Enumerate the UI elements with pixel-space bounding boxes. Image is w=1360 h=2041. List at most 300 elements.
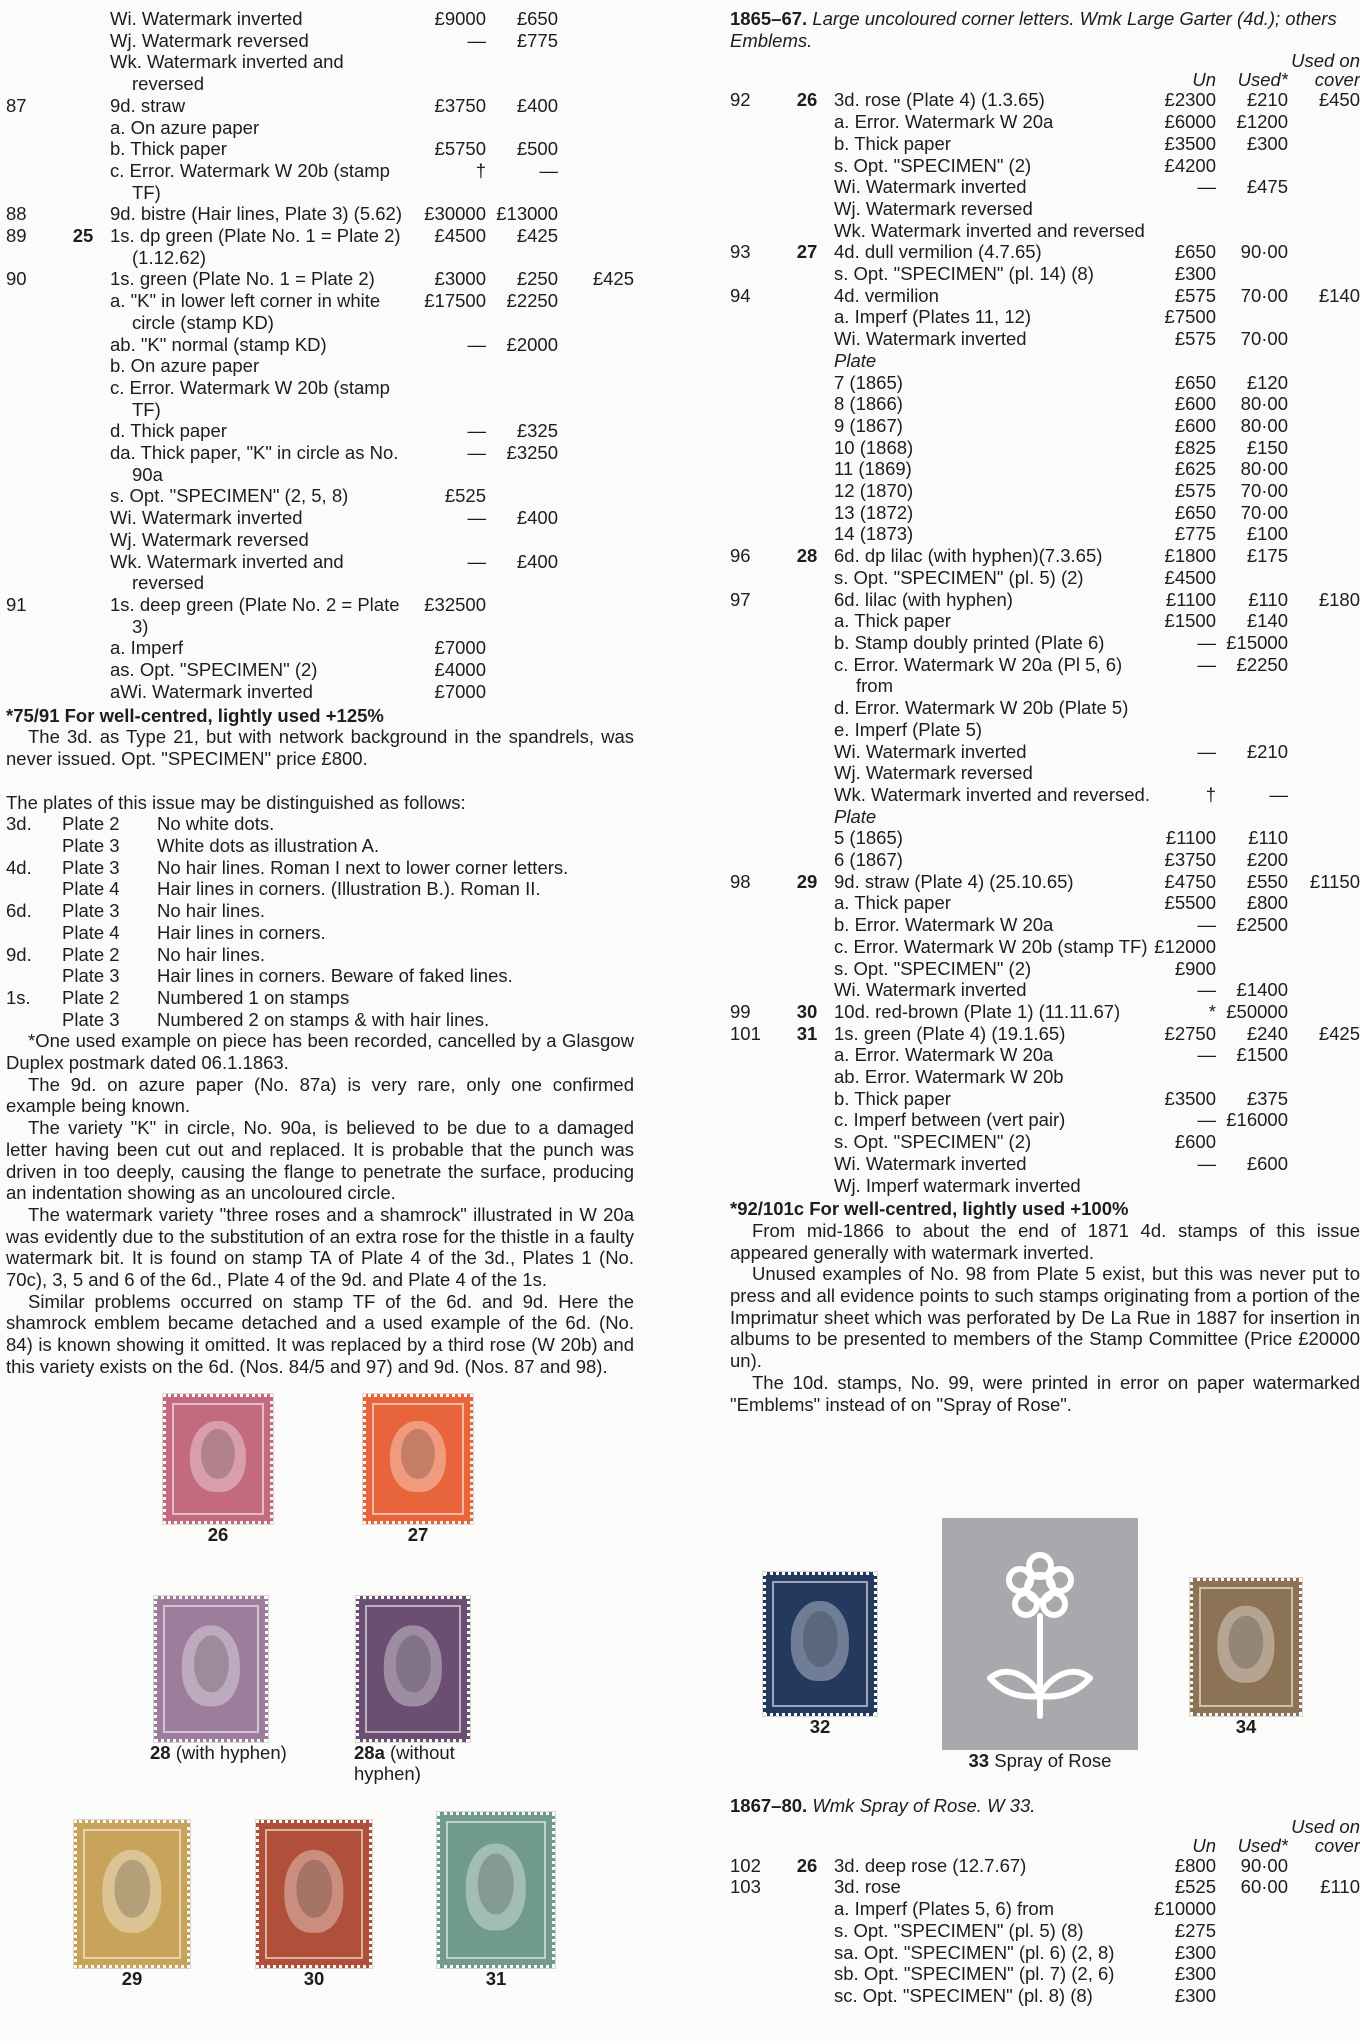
plate-number: Plate 2 [62, 813, 120, 835]
plate-row [6, 857, 568, 879]
price-on-cover [1288, 458, 1360, 480]
description: ab. "K" normal (stamp KD) [110, 333, 327, 355]
description: 6 (1867) [834, 849, 903, 871]
price-on-cover [1288, 415, 1360, 437]
catalogue-row [730, 285, 1360, 307]
catalogue-number [730, 523, 780, 545]
catalogue-number [730, 1066, 780, 1088]
price-used [1216, 936, 1288, 958]
catalogue-row [730, 133, 1360, 155]
price-unused: £7000 [434, 637, 486, 659]
price-unused: £650 [1174, 371, 1216, 393]
figure-31: 31 [426, 1812, 566, 1990]
plate-value [6, 878, 62, 900]
catalogue-row [730, 372, 1360, 394]
price-used [486, 51, 558, 94]
stamp-28-image [154, 1596, 268, 1742]
price-on-cover [1288, 1001, 1360, 1023]
catalogue-number [730, 1153, 780, 1175]
col-head-used-on-2: Used on [1291, 1816, 1360, 1836]
col-head-used-on: Used on [1291, 51, 1360, 71]
catalogue-row [730, 545, 1360, 567]
price-used: £650 [516, 8, 558, 29]
price-on-cover [558, 203, 634, 225]
catalogue-number [730, 741, 780, 763]
price-unused: £30000 [424, 203, 486, 225]
type-number [780, 306, 834, 328]
type-number [780, 936, 834, 958]
price-on-cover [558, 355, 634, 377]
watermark-33-image [942, 1518, 1138, 1750]
type-number [780, 741, 834, 763]
price-unused [416, 529, 486, 551]
price-on-cover [1288, 437, 1360, 459]
price-unused: £300 [1174, 263, 1216, 285]
price-unused: * [1208, 1000, 1216, 1022]
type-number [780, 1175, 834, 1197]
catalogue-row [730, 1109, 1360, 1131]
catalogue-number: 90 [6, 268, 27, 290]
catalogue-row [730, 1985, 1360, 2007]
type-number [780, 328, 834, 350]
price-used [1216, 350, 1288, 372]
description: 1s. green (Plate No. 1 = Plate 2) [110, 268, 375, 290]
price-on-cover [1288, 263, 1360, 285]
catalogue-row [730, 892, 1360, 914]
catalogue-row [6, 637, 634, 659]
catalogue-number [6, 290, 56, 333]
catalogue-number [730, 176, 780, 198]
price-used: 70·00 [1240, 328, 1288, 350]
type-number [56, 51, 110, 94]
price-unused: £650 [1174, 501, 1216, 523]
price-on-cover [1288, 719, 1360, 741]
description: b. Stamp doubly printed (Plate 6) [834, 631, 1105, 653]
catalogue-number [730, 654, 780, 697]
catalogue-row [730, 458, 1360, 480]
price-used [1216, 1985, 1288, 2007]
type-number [56, 138, 110, 160]
catalogue-number [730, 849, 780, 871]
left-notes [6, 1030, 634, 1377]
right-column [730, 8, 1360, 1415]
price-used [1216, 697, 1288, 719]
price-on-cover [558, 551, 634, 594]
description: Wi. Watermark inverted [834, 979, 1027, 1001]
note-paragraph: The variety "K" in circle, No. 90a, is believed to be due to a damaged letter having been cut out and replaced. It is probable that the punch was driven in too deeply, causing the flange to penetrate the surface, producing an indentation showing as an uncoloured circle. [6, 1117, 634, 1204]
type-number: 26 [796, 89, 818, 111]
catalogue-number [730, 1131, 780, 1153]
plate-number: Plate 3 [62, 856, 120, 878]
catalogue-number [6, 117, 56, 139]
plate-row [6, 900, 568, 922]
price-used: £2000 [506, 333, 558, 355]
price-used: £800 [1246, 892, 1288, 914]
price-used [486, 485, 558, 507]
type-number [780, 176, 834, 198]
type-number [56, 30, 110, 52]
price-used [1216, 567, 1288, 589]
catalogue-row [730, 849, 1360, 871]
price-on-cover [1288, 133, 1360, 155]
price-unused: — [1197, 1044, 1216, 1066]
catalogue-number: 98 [730, 870, 751, 892]
price-on-cover [558, 377, 634, 420]
price-used [1216, 1066, 1288, 1088]
description: 10d. red-brown (Plate 1) (11.11.67) [834, 1000, 1121, 1022]
description: a. Imperf (Plates 11, 12) [834, 306, 1032, 328]
type-number [56, 377, 110, 420]
price-unused: £575 [1174, 284, 1216, 306]
catalogue-row [6, 529, 634, 551]
catalogue-row [6, 268, 634, 290]
type-number [780, 1876, 834, 1898]
catalogue-number [730, 806, 780, 828]
catalogue-row [730, 871, 1360, 893]
price-on-cover [558, 8, 634, 30]
catalogue-row [730, 306, 1360, 328]
catalogue-number [730, 1898, 780, 1920]
price-on-cover [1288, 372, 1360, 394]
price-unused: £2750 [1164, 1022, 1216, 1044]
price-on-cover [1288, 979, 1360, 1001]
price-on-cover: £450 [1318, 89, 1360, 111]
catalogue-row [730, 502, 1360, 524]
price-unused: — [467, 29, 486, 51]
price-used: £3250 [506, 442, 558, 464]
price-used: £175 [1246, 545, 1288, 567]
description: b. Thick paper [110, 138, 227, 160]
price-used: 80·00 [1240, 393, 1288, 415]
price-used [1216, 198, 1288, 220]
price-on-cover [558, 138, 634, 160]
description: Wj. Imperf watermark inverted [834, 1174, 1081, 1196]
catalogue-number [730, 827, 780, 849]
price-on-cover [558, 160, 634, 203]
stamp-26-image [163, 1394, 273, 1524]
price-on-cover [1288, 762, 1360, 784]
right-column-lower [730, 1795, 1360, 2007]
right-column-heads-2 [730, 1817, 1360, 1855]
catalogue-row [730, 1066, 1360, 1088]
plate-row [6, 987, 568, 1009]
price-used: £120 [1246, 371, 1288, 393]
right-wellcentred-note: *92/101c For well-centred, lightly used +100% [730, 1198, 1129, 1220]
note-paragraph: Unused examples of No. 98 from Plate 5 exist, but this was never put to press and all evidence points to such stamps originating from a portion of the Imprimatur sheet which was perforated by De La Rue in 1887 for insertion in albums to be presented to members of the Stamp Committee (Price £20000 un). [730, 1263, 1360, 1372]
plate-description: No hair lines. [157, 900, 265, 922]
price-unused: £4750 [1164, 870, 1216, 892]
description: as. Opt. "SPECIMEN" (2) [110, 659, 318, 681]
price-used: — [539, 159, 558, 181]
price-on-cover [1288, 741, 1360, 763]
price-unused: — [1197, 1152, 1216, 1174]
price-on-cover [558, 507, 634, 529]
type-number: 29 [796, 870, 818, 892]
type-number [780, 523, 834, 545]
catalogue-row [6, 225, 634, 268]
col-head-used: Used* [1237, 70, 1288, 90]
type-number [780, 263, 834, 285]
catalogue-number [730, 111, 780, 133]
price-on-cover [1288, 1920, 1360, 1942]
price-used: £375 [1246, 1087, 1288, 1109]
type-number [780, 480, 834, 502]
type-number [780, 350, 834, 372]
catalogue-row [730, 567, 1360, 589]
stamp-28a-image [356, 1596, 470, 1742]
price-unused: £300 [1174, 1941, 1216, 1963]
price-used [1216, 806, 1288, 828]
price-unused: £300 [1174, 1963, 1216, 1985]
type-number [780, 198, 834, 220]
catalogue-row [6, 659, 634, 681]
catalogue-number [6, 377, 56, 420]
price-on-cover [558, 334, 634, 356]
catalogue-number [730, 1942, 780, 1964]
price-unused: £300 [1174, 1984, 1216, 2006]
price-used: £475 [1246, 176, 1288, 198]
description: 6d. dp lilac (with hyphen)(7.3.65) [834, 545, 1103, 567]
description: 6d. lilac (with hyphen) [834, 588, 1013, 610]
price-on-cover [1288, 849, 1360, 871]
plate-row [6, 922, 568, 944]
type-number [780, 1898, 834, 1920]
description: a. Imperf [110, 637, 183, 659]
type-number: 28 [796, 545, 818, 567]
description: Wk. Watermark inverted and reversed. [834, 783, 1150, 805]
plate-number: Plate 3 [62, 900, 120, 922]
description: d. Thick paper [110, 420, 227, 442]
price-on-cover [1288, 892, 1360, 914]
price-on-cover [1288, 393, 1360, 415]
description: 9d. bistre (Hair lines, Plate 3) (5.62) [110, 203, 403, 225]
type-number [780, 393, 834, 415]
price-used: £1400 [1236, 979, 1288, 1001]
catalogue-row [6, 51, 634, 94]
catalogue-row [6, 117, 634, 139]
catalogue-number: 96 [730, 545, 751, 567]
type-number [780, 1153, 834, 1175]
type-number [780, 502, 834, 524]
price-unused: — [1197, 653, 1216, 675]
plates-intro: The plates of this issue may be distinguished as follows: [6, 791, 466, 813]
price-used: £500 [516, 138, 558, 160]
catalogue-number [730, 914, 780, 936]
right-price-table [730, 89, 1360, 1196]
plate-number: Plate 4 [62, 921, 120, 943]
price-used: — [1269, 783, 1288, 805]
price-unused: £9000 [434, 8, 486, 29]
price-unused: £4200 [1164, 154, 1216, 176]
price-unused: £2300 [1164, 89, 1216, 111]
price-unused: £4500 [434, 225, 486, 247]
price-on-cover [1288, 1109, 1360, 1131]
plate-description: Hair lines in corners. Beware of faked lines. [157, 965, 513, 987]
price-used: £2250 [506, 290, 558, 312]
catalogue-number [6, 529, 56, 551]
price-on-cover [1288, 1088, 1360, 1110]
price-used: £210 [1246, 740, 1288, 762]
price-on-cover [1288, 784, 1360, 806]
type-number [780, 133, 834, 155]
description: Wk. Watermark inverted and reversed [110, 51, 344, 95]
catalogue-number [6, 442, 56, 485]
catalogue-number [730, 1985, 780, 2007]
description: s. Opt. "SPECIMEN" (2) [834, 957, 1032, 979]
catalogue-number [6, 51, 56, 94]
price-on-cover [558, 659, 634, 681]
catalogue-number: 103 [730, 1876, 761, 1898]
type-number [56, 160, 110, 203]
plate-description: No hair lines. [157, 943, 265, 965]
type-number [780, 1920, 834, 1942]
description: s. Opt. "SPECIMEN" (2) [834, 1131, 1032, 1153]
catalogue-number [6, 30, 56, 52]
description: s. Opt. "SPECIMEN" (2, 5, 8) [110, 485, 349, 507]
catalogue-number [730, 350, 780, 372]
price-unused: — [1197, 914, 1216, 936]
type-number [780, 979, 834, 1001]
right-price-table-2 [730, 1855, 1360, 2007]
type-number [56, 8, 110, 30]
description: 4d. vermilion [834, 284, 939, 306]
catalogue-number [730, 1044, 780, 1066]
price-unused: — [467, 333, 486, 355]
type-number [56, 203, 110, 225]
catalogue-row [730, 979, 1360, 1001]
price-used: £250 [516, 268, 558, 290]
price-on-cover: £180 [1318, 588, 1360, 610]
right-column-heads [730, 51, 1360, 89]
catalogue-row [730, 1153, 1360, 1175]
price-on-cover [558, 637, 634, 659]
catalogue-number: 92 [730, 89, 751, 111]
catalogue-row [730, 263, 1360, 285]
price-used: £200 [1246, 849, 1288, 871]
catalogue-row [6, 138, 634, 160]
price-on-cover [1288, 220, 1360, 242]
price-unused: — [1197, 979, 1216, 1001]
price-unused: £575 [1174, 480, 1216, 502]
description: 9d. straw (Plate 4) (25.10.65) [834, 870, 1074, 892]
price-unused: £6000 [1164, 111, 1216, 133]
price-on-cover [1288, 1175, 1360, 1197]
price-on-cover [558, 529, 634, 551]
price-used: £775 [516, 29, 558, 51]
price-unused: £600 [1174, 393, 1216, 415]
plate-row [6, 878, 568, 900]
description: Wj. Watermark reversed [834, 762, 1033, 784]
price-used: £240 [1246, 1022, 1288, 1044]
catalogue-number [730, 762, 780, 784]
description: 3d. deep rose (12.7.67) [834, 1854, 1027, 1876]
price-unused: £4000 [434, 659, 486, 681]
price-unused: £5500 [1164, 892, 1216, 914]
price-used [486, 117, 558, 139]
figure-34: 34 [1176, 1578, 1316, 1738]
description: 1s. green (Plate 4) (19.1.65) [834, 1022, 1066, 1044]
type-number [56, 334, 110, 356]
price-unused [416, 117, 486, 139]
plates-table [6, 813, 568, 1030]
plate-description: Numbered 1 on stamps [157, 986, 350, 1008]
type-number: 26 [796, 1854, 818, 1876]
description: c. Error. Watermark W 20b (stamp TF) [110, 159, 390, 203]
catalogue-number [730, 1963, 780, 1985]
price-unused: £7000 [434, 680, 486, 702]
catalogue-row [6, 681, 634, 703]
description: s. Opt. "SPECIMEN" (pl. 5) (8) [834, 1919, 1084, 1941]
price-used: £400 [516, 550, 558, 572]
price-on-cover: £425 [592, 268, 634, 290]
note-paragraph: *One used example on piece has been recorded, cancelled by a Glasgow Duplex postmark dated 06.1.1863. [6, 1030, 634, 1074]
description: b. On azure paper [110, 355, 260, 377]
catalogue-number [730, 1920, 780, 1942]
price-on-cover [1288, 241, 1360, 263]
price-on-cover [1288, 1963, 1360, 1985]
plate-row [6, 944, 568, 966]
description: Plate [834, 805, 877, 827]
plate-value [6, 1009, 62, 1031]
type-number [780, 827, 834, 849]
plate-row [6, 835, 568, 857]
price-on-cover [1288, 328, 1360, 350]
plate-value: 6d. [6, 900, 32, 922]
plate-description: Numbered 2 on stamps & with hair lines. [157, 1008, 490, 1030]
description: Wi. Watermark inverted [110, 507, 303, 529]
catalogue-row [730, 697, 1360, 719]
price-used: 90·00 [1240, 241, 1288, 263]
description: sb. Opt. "SPECIMEN" (pl. 7) (2, 6) [834, 1963, 1115, 1985]
price-on-cover [558, 420, 634, 442]
price-unused: £3500 [1164, 1087, 1216, 1109]
description: 9 (1867) [834, 414, 903, 436]
catalogue-number: 91 [6, 593, 27, 615]
price-unused: £600 [1174, 1131, 1216, 1153]
description: 9d. straw [110, 94, 186, 116]
description: c. Error. Watermark W 20b (stamp TF) [834, 935, 1148, 957]
price-on-cover [1288, 1131, 1360, 1153]
description: 13 (1872) [834, 501, 914, 523]
catalogue-row [730, 1023, 1360, 1045]
price-on-cover [1288, 523, 1360, 545]
type-number [780, 111, 834, 133]
price-unused: £32500 [424, 593, 486, 615]
type-number [780, 415, 834, 437]
catalogue-row [730, 241, 1360, 263]
price-unused: — [1197, 631, 1216, 653]
price-used: £110 [1248, 827, 1288, 849]
description: Wi. Watermark inverted [110, 8, 303, 29]
price-used [486, 377, 558, 420]
description: 14 (1873) [834, 523, 914, 545]
price-used [1216, 220, 1288, 242]
type-number [780, 958, 834, 980]
price-used: £600 [1246, 1152, 1288, 1174]
col-head-un-2: Un [1192, 1835, 1216, 1855]
catalogue-row [730, 176, 1360, 198]
price-on-cover: £425 [1318, 1022, 1360, 1044]
price-unused: — [467, 442, 486, 464]
price-used: £16000 [1226, 1109, 1288, 1131]
catalogue-row [730, 1920, 1360, 1942]
note-3d-type21: The 3d. as Type 21, but with network background in the spandrels, was never issued. Opt. "SPECIMEN" price £800. [6, 726, 634, 769]
price-used: £1200 [1236, 111, 1288, 133]
catalogue-number [730, 1088, 780, 1110]
price-used [1216, 1963, 1288, 1985]
price-on-cover [1288, 306, 1360, 328]
catalogue-number: 93 [730, 241, 751, 263]
